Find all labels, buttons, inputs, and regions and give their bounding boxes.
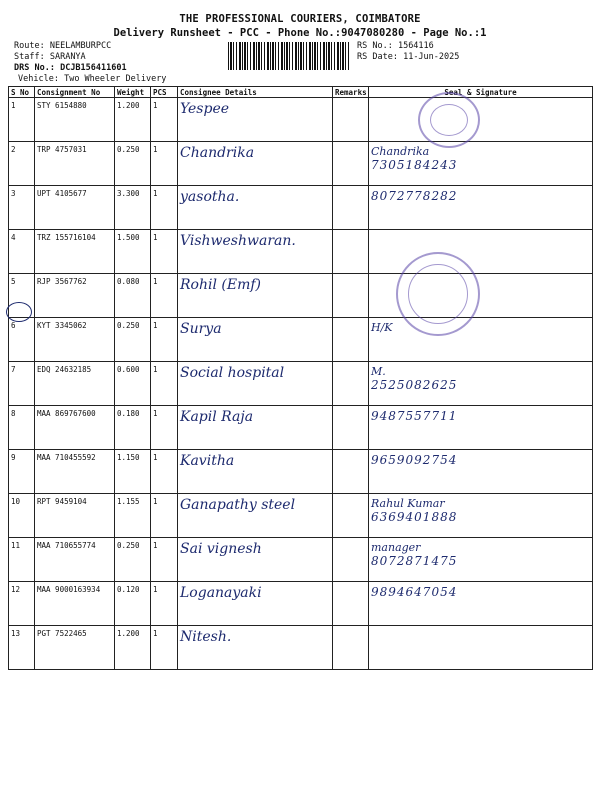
table-row — [9, 186, 593, 230]
drs-value: DCJB156411601 — [60, 63, 127, 73]
rs-no-line: RS No.: 1564116 — [357, 41, 434, 51]
row-pcs: 1 — [151, 230, 178, 274]
col-pcs: PCS — [151, 87, 178, 98]
row-consignee: Social hospital — [178, 362, 333, 406]
row-remarks — [333, 406, 369, 450]
delivery-seal-stamp — [418, 92, 480, 148]
row-signature — [369, 318, 593, 362]
row-signature — [369, 582, 593, 626]
signature-text: manager — [371, 541, 421, 554]
row-sno: 11 — [9, 538, 35, 582]
signature-text: Chandrika — [371, 145, 430, 158]
table-row — [9, 318, 593, 362]
row-consignment-no: MAA 710655774 — [35, 538, 115, 582]
drs-line: DRS No.: DCJB156411601 — [14, 63, 127, 73]
col-remarks: Remarks — [333, 87, 369, 98]
row-sno: 5 — [9, 274, 35, 318]
table-body — [9, 98, 593, 670]
row-remarks — [333, 494, 369, 538]
row-weight: 1.150 — [115, 450, 151, 494]
row-remarks — [333, 626, 369, 670]
table-row — [9, 362, 593, 406]
table-row — [9, 626, 593, 670]
row-pcs: 1 — [151, 98, 178, 142]
rs-date-value: 11-Jun-2025 — [403, 52, 460, 62]
row-consignment-no: EDQ 24632185 — [35, 362, 115, 406]
signature-phone: 9487557711 — [371, 409, 458, 423]
route-value: NEELAMBURPCC — [49, 41, 112, 51]
signature-phone: 8072778282 — [371, 189, 458, 203]
row-remarks — [333, 450, 369, 494]
row-consignee: Rohil (Emf) — [178, 274, 333, 318]
signature-phone: 7305184243 — [371, 158, 458, 172]
row-consignee: Surya — [178, 318, 333, 362]
row-sno: 8 — [9, 406, 35, 450]
table-row — [9, 450, 593, 494]
row-consignment-no: STY 6154880 — [35, 98, 115, 142]
row-pcs: 1 — [151, 450, 178, 494]
table-row — [9, 142, 593, 186]
table-row — [9, 274, 593, 318]
row-pcs: 1 — [151, 494, 178, 538]
table-header-row — [9, 87, 593, 98]
row-consignee: Yespee — [178, 98, 333, 142]
row-weight: 0.600 — [115, 362, 151, 406]
row-weight: 3.300 — [115, 186, 151, 230]
row-weight: 0.250 — [115, 142, 151, 186]
row-signature — [369, 538, 593, 582]
row-consignee: Kapil Raja — [178, 406, 333, 450]
signature-phone: 9894647054 — [371, 585, 458, 599]
runsheet-table — [8, 86, 593, 670]
signature-phone: 2525082625 — [371, 378, 458, 392]
row-consignee: Vishweshwaran. — [178, 230, 333, 274]
row-weight: 1.200 — [115, 98, 151, 142]
vehicle-line: Vehicle: Two Wheeler Delivery — [18, 74, 167, 84]
rs-no-value: 1564116 — [397, 41, 434, 51]
table-row — [9, 494, 593, 538]
row-signature — [369, 186, 593, 230]
table-row — [9, 538, 593, 582]
route-line: Route: NEELAMBURPCC — [14, 41, 112, 51]
vehicle-value: Two Wheeler Delivery — [64, 74, 167, 84]
row-sno: 13 — [9, 626, 35, 670]
row-signature — [369, 626, 593, 670]
table-row — [9, 582, 593, 626]
company-title: THE PROFESSIONAL COURIERS, COIMBATORE — [179, 13, 421, 25]
barcode — [228, 42, 350, 70]
row-sno: 1 — [9, 98, 35, 142]
signature-text: Rahul Kumar — [371, 497, 445, 510]
col-consignment: Consignment No — [35, 87, 115, 98]
row-weight: 0.080 — [115, 274, 151, 318]
row-remarks — [333, 274, 369, 318]
row-consignee: Chandrika — [178, 142, 333, 186]
row-remarks — [333, 538, 369, 582]
row-signature — [369, 406, 593, 450]
row-sno: 2 — [9, 142, 35, 186]
row-weight: 1.155 — [115, 494, 151, 538]
row-pcs: 1 — [151, 274, 178, 318]
row-consignment-no: RJP 3567762 — [35, 274, 115, 318]
row-sno: 3 — [9, 186, 35, 230]
row-remarks — [333, 230, 369, 274]
col-signature: Seal & Signature — [369, 87, 593, 98]
row-signature — [369, 98, 593, 142]
row-consignment-no: MAA 710455592 — [35, 450, 115, 494]
row-remarks — [333, 582, 369, 626]
row-remarks — [333, 186, 369, 230]
row-consignee: Nitesh. — [178, 626, 333, 670]
row-pcs: 1 — [151, 538, 178, 582]
row-consignment-no: TRP 4757031 — [35, 142, 115, 186]
row-signature — [369, 362, 593, 406]
row-consignee: Kavitha — [178, 450, 333, 494]
col-weight: Weight — [115, 87, 151, 98]
row-consignee: yasotha. — [178, 186, 333, 230]
row-remarks — [333, 362, 369, 406]
row-consignment-no: PGT 7522465 — [35, 626, 115, 670]
signature-phone: 8072871475 — [371, 554, 458, 568]
row-signature — [369, 230, 593, 274]
row-pcs: 1 — [151, 406, 178, 450]
handwritten-circle-mark — [6, 302, 32, 322]
row-consignee: Loganayaki — [178, 582, 333, 626]
table-row — [9, 98, 593, 142]
staff-value: SARANYA — [49, 52, 86, 62]
row-weight: 0.120 — [115, 582, 151, 626]
row-weight: 1.500 — [115, 230, 151, 274]
signature-text: M. — [371, 365, 386, 378]
row-consignment-no: RPT 9459104 — [35, 494, 115, 538]
row-weight: 0.250 — [115, 318, 151, 362]
row-pcs: 1 — [151, 186, 178, 230]
row-pcs: 1 — [151, 318, 178, 362]
row-signature — [369, 450, 593, 494]
signature-phone: 6369401888 — [371, 510, 458, 524]
row-pcs: 1 — [151, 626, 178, 670]
row-consignment-no: UPT 4105677 — [35, 186, 115, 230]
rs-date-line: RS Date: 11-Jun-2025 — [357, 52, 460, 62]
row-remarks — [333, 98, 369, 142]
row-sno: 4 — [9, 230, 35, 274]
row-signature — [369, 494, 593, 538]
row-sno: 12 — [9, 582, 35, 626]
row-consignee: Ganapathy steel — [178, 494, 333, 538]
row-sno: 10 — [9, 494, 35, 538]
staff-line: Staff: SARANYA — [14, 52, 86, 62]
row-pcs: 1 — [151, 362, 178, 406]
row-consignment-no: MAA 869767600 — [35, 406, 115, 450]
row-weight: 0.250 — [115, 538, 151, 582]
table-row — [9, 406, 593, 450]
signature-text: H/K — [371, 321, 393, 334]
row-consignment-no: TRZ 155716104 — [35, 230, 115, 274]
row-consignment-no: MAA 9000163934 — [35, 582, 115, 626]
runsheet-subtitle: Delivery Runsheet - PCC - Phone No.:9047080280 - Page No.:1 — [113, 27, 487, 39]
row-consignee: Sai vignesh — [178, 538, 333, 582]
signature-phone: 9659092754 — [371, 453, 458, 467]
row-consignment-no: KYT 3345062 — [35, 318, 115, 362]
row-signature — [369, 142, 593, 186]
row-weight: 0.180 — [115, 406, 151, 450]
row-sno: 6 — [9, 318, 35, 362]
row-sno: 7 — [9, 362, 35, 406]
row-pcs: 1 — [151, 142, 178, 186]
row-remarks — [333, 318, 369, 362]
table-row — [9, 230, 593, 274]
col-sno: S No — [9, 87, 35, 98]
company-seal-stamp — [396, 252, 480, 336]
row-remarks — [333, 142, 369, 186]
col-consignee: Consignee Details — [178, 87, 333, 98]
row-pcs: 1 — [151, 582, 178, 626]
row-sno: 9 — [9, 450, 35, 494]
row-weight: 1.200 — [115, 626, 151, 670]
